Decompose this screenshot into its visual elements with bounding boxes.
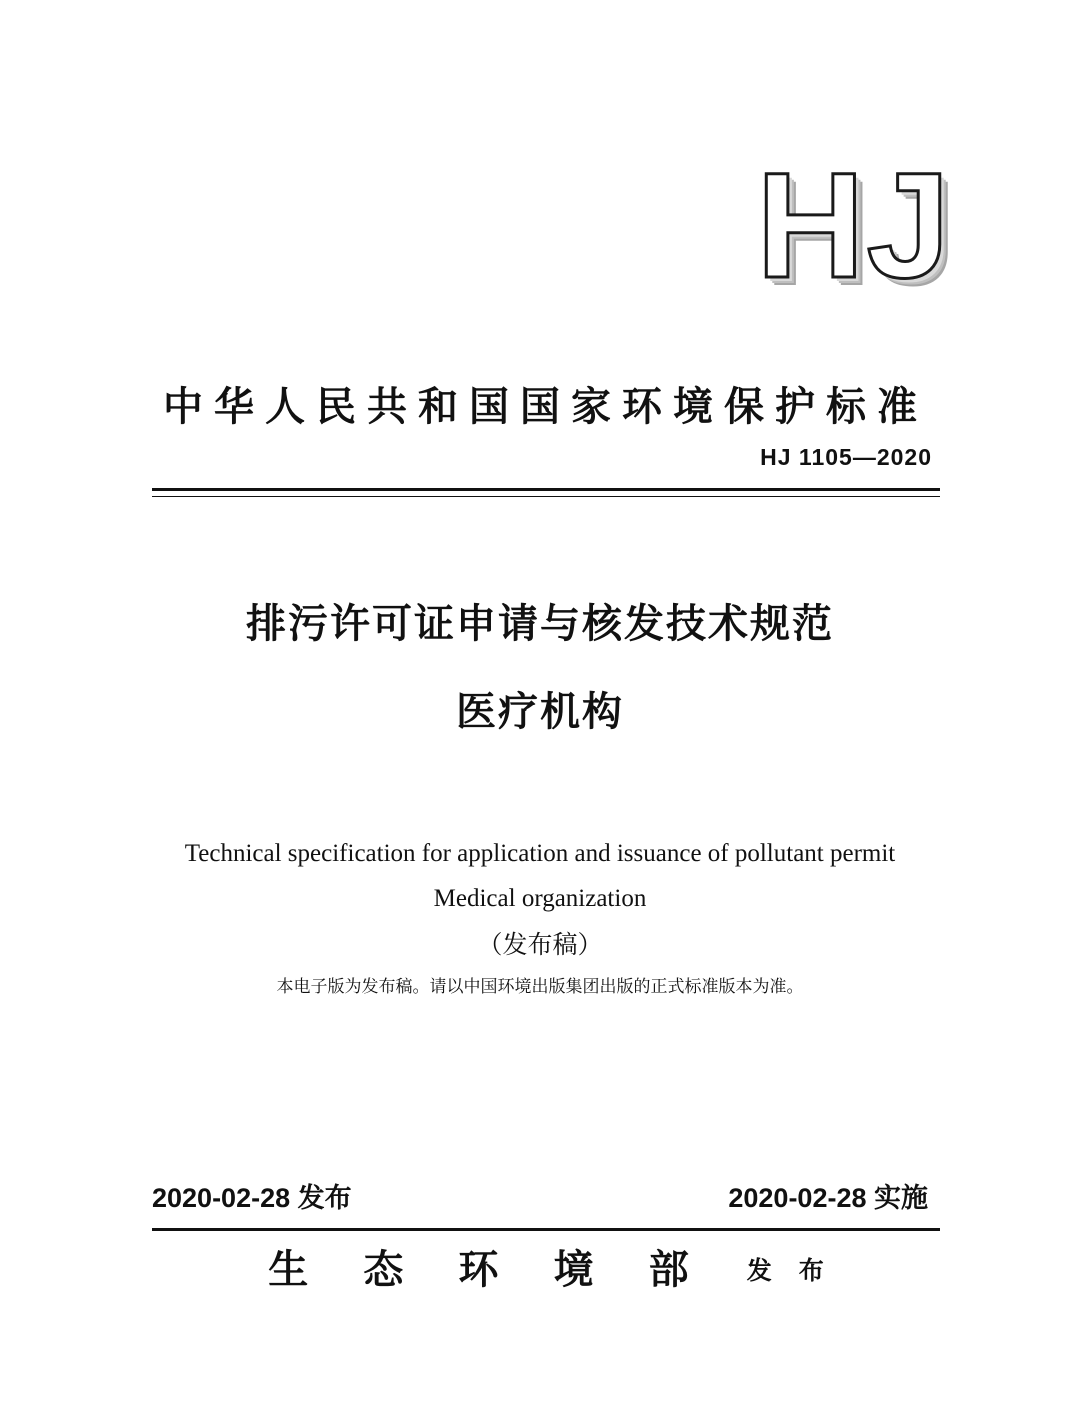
issue-date: 2020-02-28 发布: [152, 1183, 352, 1213]
document-title-line-2: 医疗机构: [456, 690, 624, 734]
hj-logo: HJ: [756, 141, 952, 309]
english-title-line-1: Technical specification for application and issuance of pollutant permit: [184, 840, 896, 867]
draft-status-label: （发布稿）: [477, 932, 603, 959]
document-title-line-1: 排污许可证申请与核发技术规范: [246, 602, 834, 646]
english-title-line-2: Medical organization: [433, 885, 647, 912]
publish-verb: 发 布: [746, 1257, 834, 1285]
series-title: 中华人民共和国国家环境保护标准: [163, 385, 928, 429]
footer-divider: [152, 1228, 940, 1231]
standard-number: HJ 1105—2020: [760, 444, 932, 470]
header-divider: [152, 488, 940, 491]
publisher-name: 生 态 环 境 部: [268, 1248, 711, 1292]
effective-date: 2020-02-28 实施: [728, 1183, 928, 1213]
electronic-version-note: 本电子版为发布稿。请以中国环境出版集团出版的正式标准版本为准。: [276, 977, 804, 996]
publisher-block: [0, 1238, 1080, 1295]
